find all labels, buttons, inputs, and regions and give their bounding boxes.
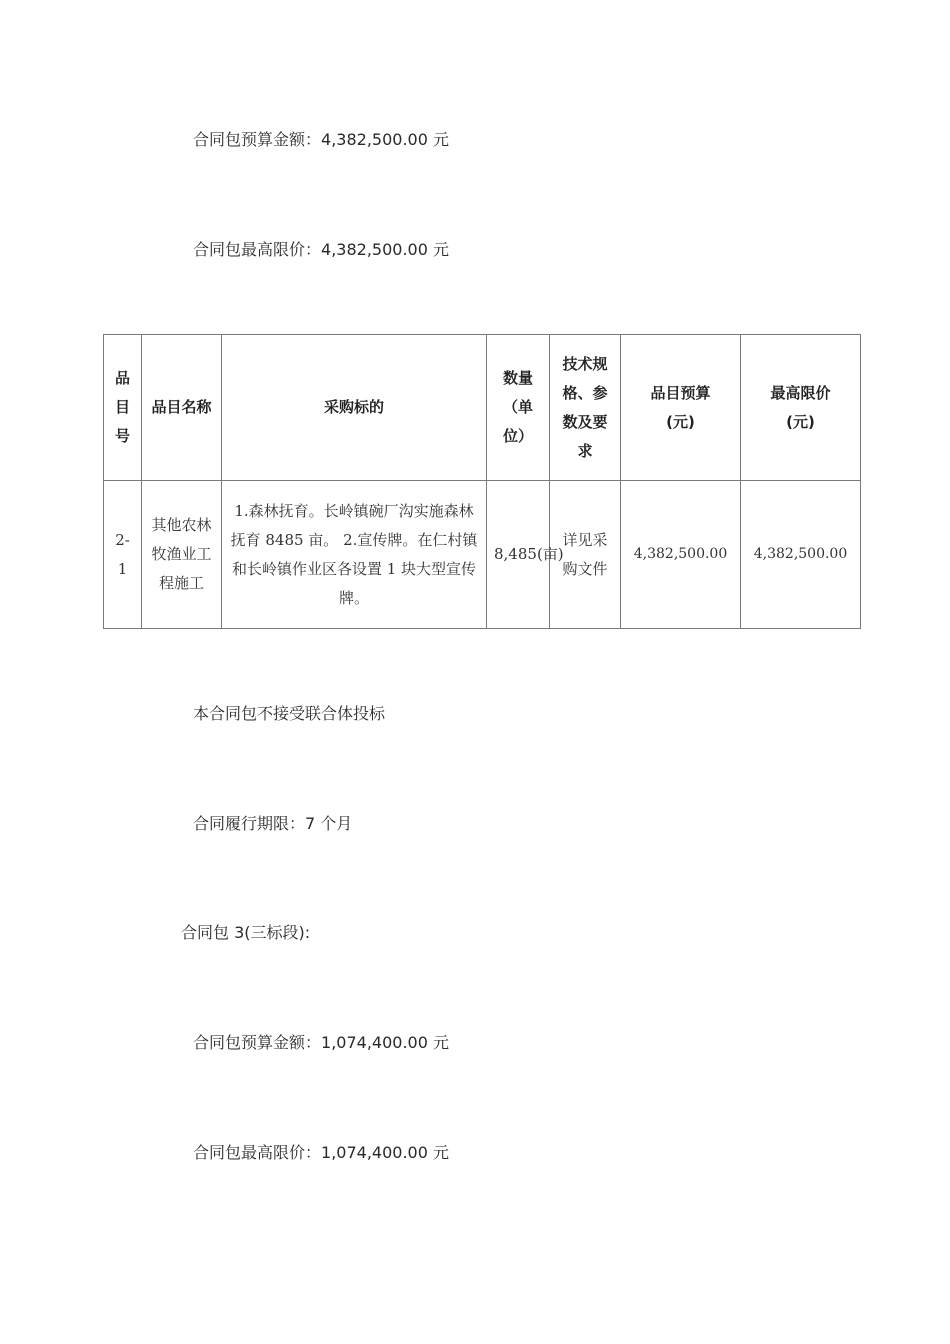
contract-term-line: [193, 813, 352, 835]
cell-item-budget: 4,382,500.00: [621, 481, 741, 629]
package3-budget-value: 1,074,400.00 元: [321, 1033, 449, 1052]
package2-budget-value: 4,382,500.00 元: [321, 130, 449, 149]
header-item-name: 品目名称: [142, 335, 222, 481]
header-item-no: 品目号: [104, 335, 142, 481]
cell-max-price: 4,382,500.00: [741, 481, 861, 629]
package3-budget-label: 合同包预算金额：: [193, 1033, 322, 1052]
header-tech: 技术规格、参数及要求: [550, 335, 621, 481]
package2-budget-line: [193, 129, 449, 151]
cell-item-name: 其他农林牧渔业工程施工: [142, 481, 222, 629]
package2-budget-label: 合同包预算金额：: [193, 130, 322, 149]
cell-tech: 详见采购文件: [550, 481, 621, 629]
cell-item-no: 2-1: [104, 481, 142, 629]
table-row: [104, 481, 861, 629]
package3-budget-line: [193, 1032, 449, 1054]
table-header-row: [104, 335, 861, 481]
package3-title: 合同包 3(三标段):: [181, 923, 311, 942]
package3-max-value: 1,074,400.00 元: [321, 1143, 449, 1162]
package3-max-label: 合同包最高限价：: [193, 1143, 322, 1162]
contract-term-value: 7 个月: [305, 814, 353, 833]
consortium-note: 本合同包不接受联合体投标: [193, 704, 386, 723]
header-quantity: 数量（单位）: [487, 335, 550, 481]
header-max-price: 最高限价(元): [741, 335, 861, 481]
package2-max-label: 合同包最高限价：: [193, 240, 322, 259]
cell-subject: 1.森林抚育。长岭镇碗厂沟实施森林抚育 8485 亩。 2.宣传牌。在仁村镇和长岭镇作业区各设置 1 块大型宣传牌。: [222, 481, 487, 629]
cell-quantity: 8,485(亩): [487, 481, 550, 629]
contract-term-label: 合同履行期限：: [193, 814, 306, 833]
header-item-budget: 品目预算(元): [621, 335, 741, 481]
package2-max-value: 4,382,500.00 元: [321, 240, 449, 259]
header-subject: 采购标的: [222, 335, 487, 481]
procurement-items-table: [103, 334, 861, 629]
package2-max-line: [193, 239, 449, 261]
package3-max-line: [193, 1142, 449, 1164]
